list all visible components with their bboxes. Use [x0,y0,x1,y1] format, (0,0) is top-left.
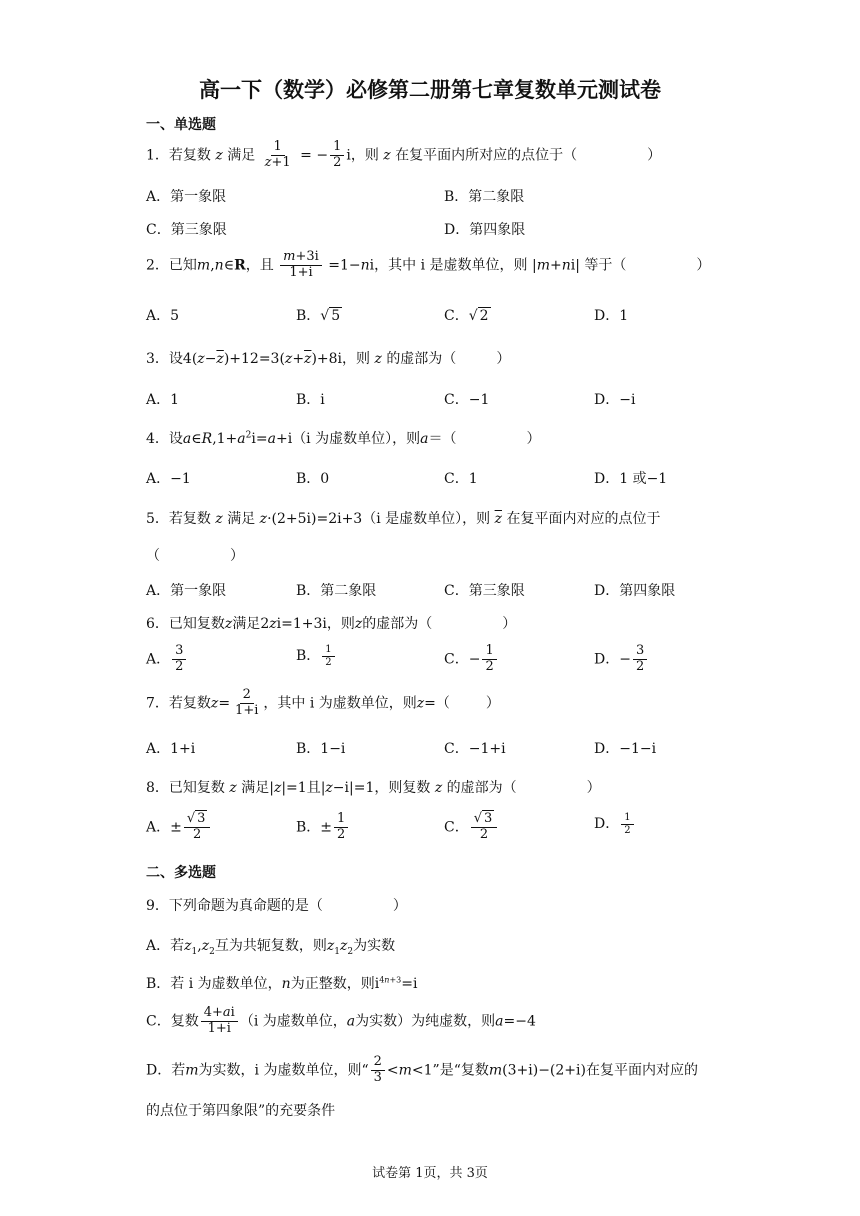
section-heading-single-choice: 一、单选题 [146,117,216,133]
option-a: A．1+i [146,741,196,757]
option-b: B．第二象限 [444,189,525,205]
option-b: B．0 [296,471,330,487]
option-a: A．第一象限 [146,583,227,599]
question-8: 8．已知复数 z 满足|z|=1且|z−i|=1，则复数 z 的虚部为（ ） [146,780,601,796]
option-c: C．第三象限 [146,222,227,238]
page-footer: 试卷第 1页，共 3页 [372,1166,488,1181]
fraction: $\frac{m+3i}{1+i}$ [280,250,322,281]
option-a: A．若$z_1,z_2$互为共轭复数，则$z_1z_2$为实数 [146,938,396,957]
option-b: B．√ 5 [296,308,341,324]
option-a: A．1 [146,392,180,408]
option-d: D．− $\frac{3}{2}$ [594,644,649,675]
question-7: 7．若复数z= $\frac{2}{1+i}$ ，其中 i 为虚数单位，则z=（ ） [146,687,500,718]
page-title: 高一下（数学）必修第二册第七章复数单元测试卷 [199,78,661,102]
option-a: A．第一象限 [146,189,227,205]
section-heading-multi-choice: 二、多选题 [146,865,216,881]
option-b: B．1−i [296,741,346,757]
option-c: C．复数 $\frac{4+ai}{1+i}$ （i 为虚数单位，a为实数）为纯虚数，则a=−4 [146,1005,536,1036]
option-c: C．−1 [444,392,490,408]
question-6: 6．已知复数z满足2zi=1+3i，则z的虚部为（ ） [146,616,517,632]
question-9: 9．下列命题为真命题的是（ ） [146,898,407,914]
option-d: D．1 [594,308,629,324]
option-d: D．−1−i [594,741,657,757]
fraction: $\frac{1}{2}$ [330,140,344,171]
option-d: D．若m为实数，i 为虚数单位，则“ $\frac{2}{3}$ <m<1”是“复数m(3+i)−(2+i)在复平面内对应的 [146,1054,698,1085]
question-5-line-2: （ ） [146,548,244,564]
question-1: 1．若复数 z 满足 $\frac{1}{z+1}$ = − $\frac{1}{2}$ i，则 z 在复平面内所对应的点位于（ ） [146,139,662,170]
option-c: C．√ 2 [444,308,489,324]
option-b: B．若 i 为虚数单位，n为正整数，则$i^{4n+3}=i$ [146,975,418,992]
question-4: 4．设$a\in R,1+a^2i=a+i(i$ 为虚数单位），则a＝（ ） [146,430,541,447]
option-a: A．5 [146,308,180,324]
option-c: C．第三象限 [444,583,525,599]
option-d: D． $\frac{1}{2}$ [594,812,636,836]
option-b: B．i [296,392,325,408]
question-2: 2．已知m,n∈R，且 $\frac{m+3i}{1+i}$ =1−ni，其中 i 是虚数单位，则 |m+ni| 等于（ ） [146,249,711,280]
option-d: D．第四象限 [594,583,676,599]
fraction: $\frac{1}{z+1}$ [264,139,291,170]
option-b: B．± $\frac{1}{2}$ [296,812,350,843]
option-c: C．−1+i [444,741,506,757]
option-d-line-2: 的点位于第四象限”的充要条件 [146,1103,336,1119]
option-b: B．第二象限 [296,583,377,599]
option-b: B． $\frac{1}{2}$ [296,644,337,668]
question-5: 5．若复数 z 满足 z·(2+5i)=2i+3（i 是虚数单位），则 $\overline{z}$ 在复平面内对应的点位于 [146,511,661,527]
option-c: C． $\frac{√ 3}{2}$ [444,812,499,843]
option-d: D．1 或−1 [594,471,668,487]
question-3: 3．设$4(z-\overline{z})+12=3(z+\overline{z})+8i$，则 z 的虚部为（ ） [146,351,511,367]
option-d: D．−i [594,392,636,408]
option-c: C．1 [444,471,478,487]
option-c: C．− $\frac{1}{2}$ [444,644,499,675]
option-a: A． $\frac{3}{2}$ [146,644,188,675]
option-d: D．第四象限 [444,222,526,238]
option-a: A．± $\frac{√ 3}{2}$ [146,812,212,843]
option-a: A．−1 [146,471,191,487]
